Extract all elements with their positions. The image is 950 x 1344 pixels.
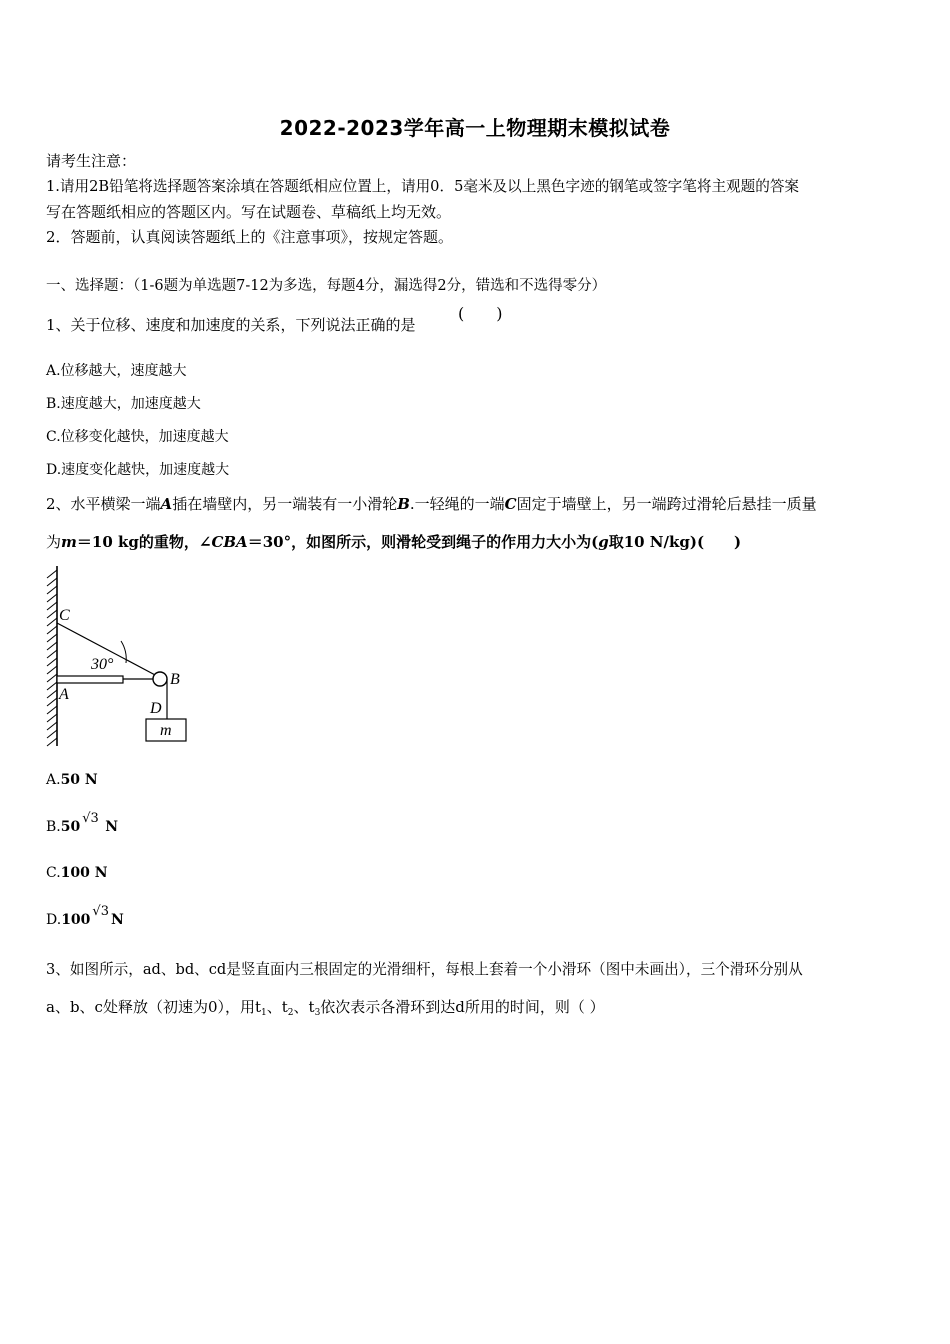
q3-text: 依次表示各滑环到达d所用的时间，则（ ） bbox=[320, 998, 605, 1016]
q3-text: a、b、c处释放（初速为0），用t bbox=[46, 998, 262, 1016]
question-2-line-1 bbox=[46, 493, 817, 514]
q2-text: 固定于墙壁上，另一端跨过滑轮后悬挂一质量 bbox=[516, 495, 817, 513]
question-3-line-2 bbox=[46, 996, 605, 1018]
question-2-option-b bbox=[46, 811, 119, 835]
question-1-option-d: D.速度变化越快，加速度越大 bbox=[46, 462, 230, 478]
label-m: m bbox=[160, 722, 172, 739]
section-heading: 一、选择题：（1-6题为单选题7-12为多选，每题4分，漏选得2分，错选和不选得零分） bbox=[46, 278, 607, 294]
label-b: B bbox=[170, 671, 180, 688]
subscript: 1 bbox=[261, 1008, 267, 1018]
q2-text: 2、水平横梁一端 bbox=[46, 495, 161, 513]
q2-var-g: g bbox=[598, 533, 609, 551]
notice-item-2: 2．答题前，认真阅读答题纸上的《注意事项》，按规定答题。 bbox=[46, 228, 454, 246]
question-1-answer-paren: ( ) bbox=[458, 304, 503, 323]
subscript: 2 bbox=[287, 1008, 294, 1018]
option-prefix: A. bbox=[46, 772, 61, 788]
question-1-option-b: B.速度越大，加速度越大 bbox=[46, 396, 201, 412]
wall-hatch bbox=[47, 566, 57, 746]
label-a: A bbox=[59, 686, 69, 703]
q2-text: 插在墙壁内，另一端装有一小滑轮 bbox=[172, 495, 398, 513]
page-title: 2022-2023学年高一上物理期末模拟试卷 bbox=[279, 116, 671, 140]
option-value: 100 N bbox=[60, 865, 108, 881]
q2-text: ＝10 kg的重物，∠ bbox=[76, 533, 212, 551]
option-prefix: D. bbox=[46, 912, 62, 928]
q3-text: 、t bbox=[266, 998, 288, 1016]
label-c: C bbox=[59, 607, 70, 624]
sqrt-3: √3 bbox=[92, 904, 109, 919]
q2-text: 为 bbox=[46, 533, 62, 551]
notice-item-1-line-2: 写在答题纸相应的答题区内。写在试题卷、草稿纸上均无效。 bbox=[46, 203, 452, 221]
q2-text: .一轻绳的一端 bbox=[409, 495, 505, 513]
pulley bbox=[153, 672, 167, 686]
label-d: D bbox=[150, 700, 162, 717]
option-value: 100 bbox=[61, 912, 91, 928]
q3-text: 、t bbox=[293, 998, 315, 1016]
pulley-diagram bbox=[40, 560, 200, 750]
q2-text: 取10 N/kg)( ) bbox=[608, 533, 742, 551]
sqrt-3: √3 bbox=[82, 811, 99, 826]
question-2-option-a bbox=[46, 772, 98, 788]
question-2-option-c bbox=[46, 865, 108, 881]
question-1-stem: 1、关于位移、速度和加速度的关系，下列说法正确的是 bbox=[46, 316, 416, 334]
option-unit: N bbox=[105, 819, 119, 835]
subscript: 3 bbox=[314, 1008, 321, 1018]
option-value: 50 bbox=[60, 819, 81, 835]
beam bbox=[57, 676, 123, 683]
question-3-line-1: 3、如图所示，ad、bd、cd是竖直面内三根固定的光滑细杆，每根上套着一个小滑环（图中未画出），三个滑环分别从 bbox=[46, 961, 803, 978]
option-prefix: C. bbox=[46, 865, 61, 881]
notice-heading: 请考生注意： bbox=[46, 152, 137, 170]
question-1-option-c: C.位移变化越快，加速度越大 bbox=[46, 429, 229, 445]
question-1-option-a: A.位移越大，速度越大 bbox=[46, 363, 187, 379]
q2-var-c: C bbox=[504, 495, 517, 513]
q2-var-a: A bbox=[160, 495, 173, 513]
label-angle: 30° bbox=[91, 656, 114, 673]
question-2-option-d bbox=[46, 904, 124, 928]
question-2-line-2 bbox=[46, 531, 741, 552]
notice-item-1-line-1: 1.请用2B铅笔将选择题答案涂填在答题纸相应位置上，请用0．5毫米及以上黑色字迹的钢笔或签字笔将主观题的答案 bbox=[46, 178, 800, 195]
q2-var-m: m bbox=[61, 533, 77, 551]
option-value: 50 N bbox=[60, 772, 98, 788]
q2-text: ＝30°，如图所示，则滑轮受到绳子的作用力大小为( bbox=[247, 533, 599, 551]
q2-var-cba: CBA bbox=[211, 533, 248, 551]
option-unit: N bbox=[110, 912, 124, 928]
q2-var-b: B bbox=[397, 495, 410, 513]
option-prefix: B. bbox=[46, 819, 61, 835]
